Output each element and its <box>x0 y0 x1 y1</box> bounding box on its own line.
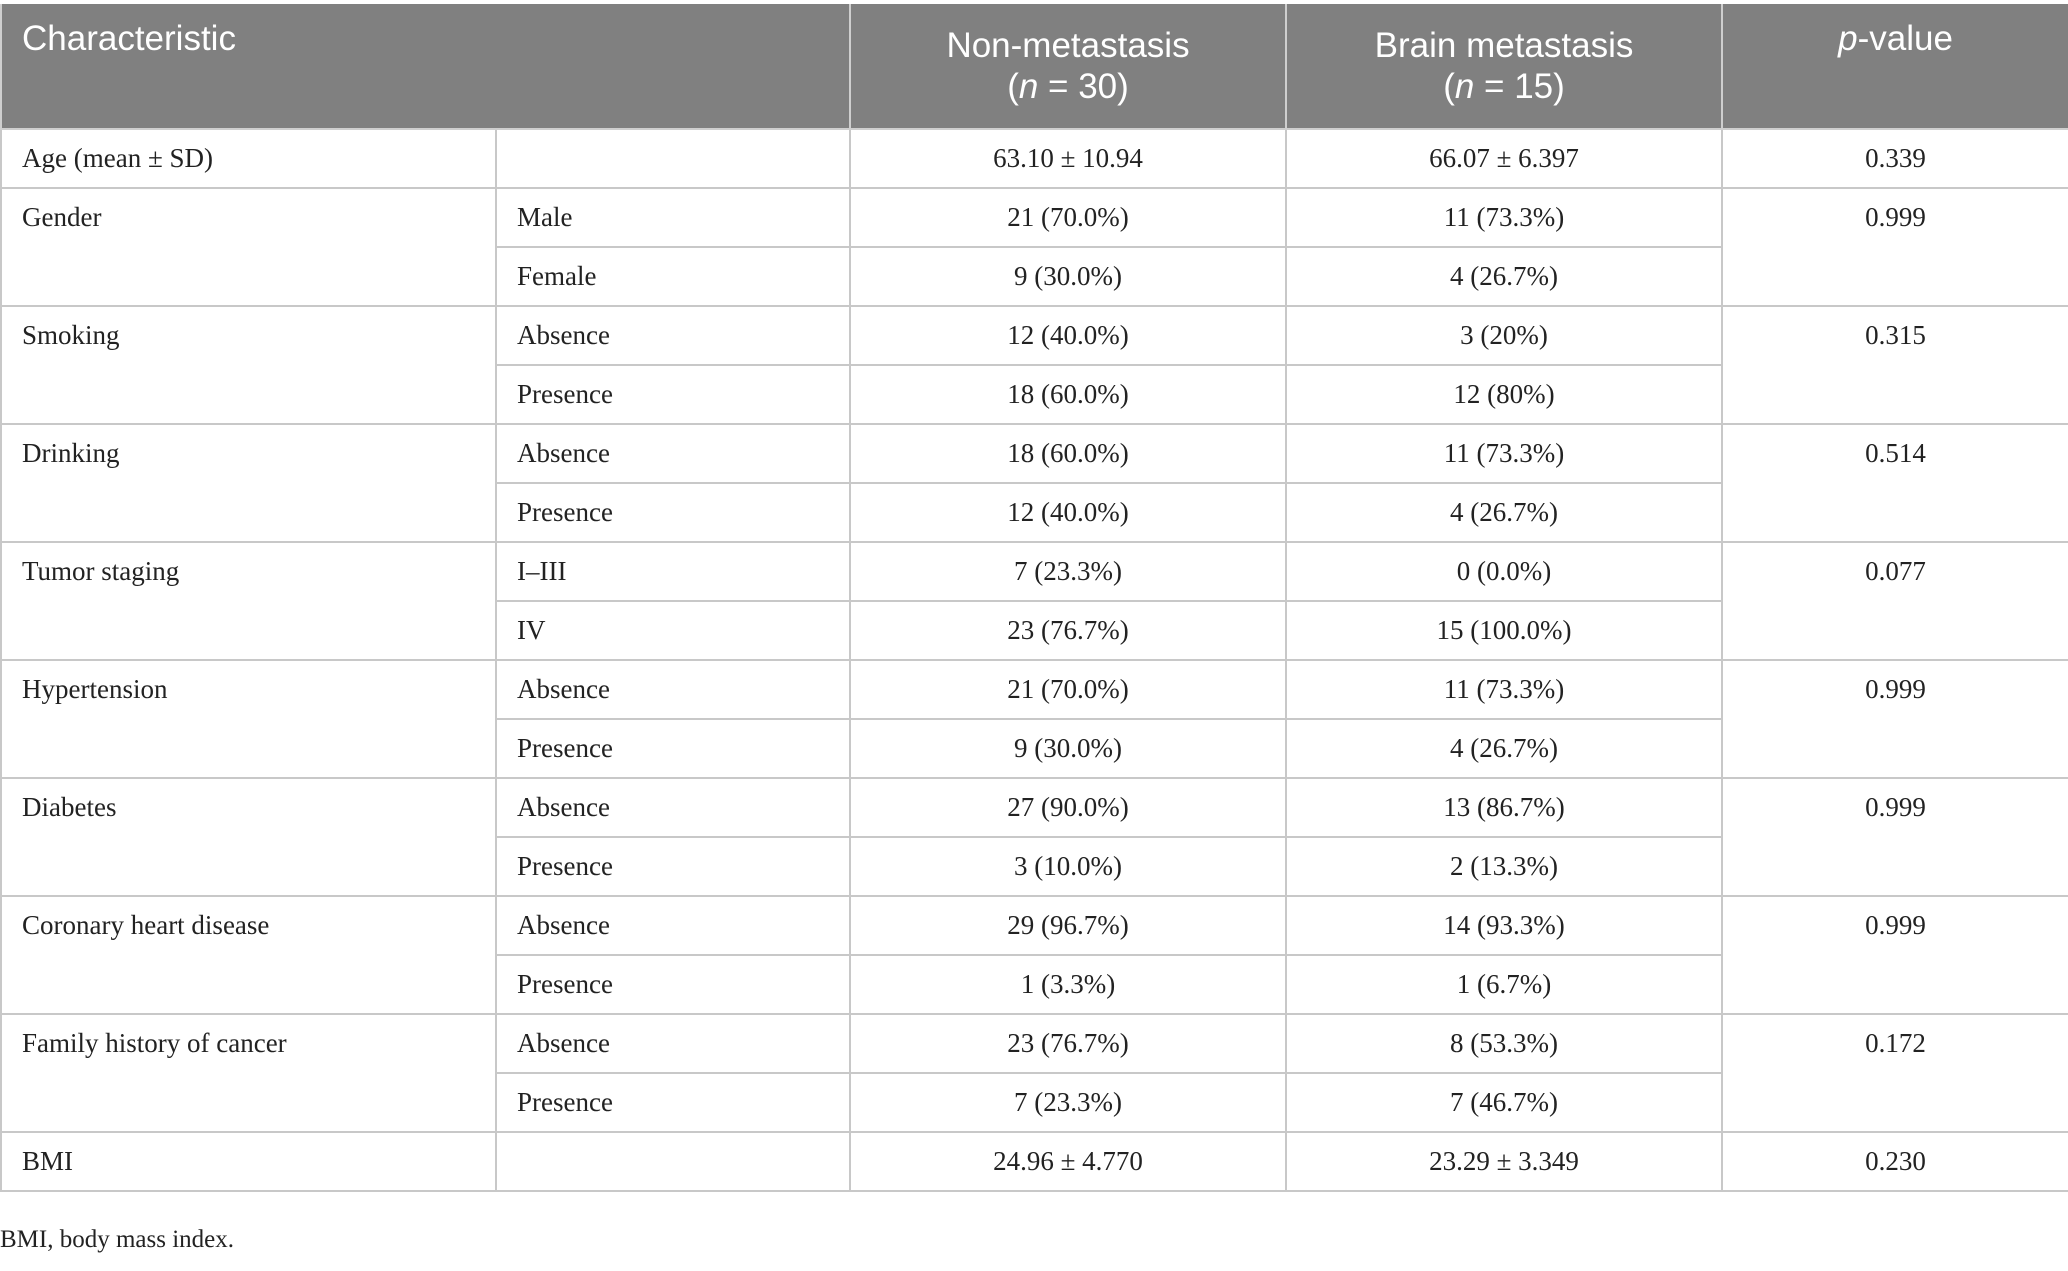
row-brain-metastasis: 11 (73.3%) <box>1286 660 1722 719</box>
row-brain-metastasis: 4 (26.7%) <box>1286 719 1722 778</box>
row-brain-metastasis: 2 (13.3%) <box>1286 837 1722 896</box>
row-p-value: 0.339 <box>1722 129 2068 188</box>
row-subcategory: I–III <box>496 542 850 601</box>
row-non-metastasis: 12 (40.0%) <box>850 483 1286 542</box>
row-brain-metastasis: 3 (20%) <box>1286 306 1722 365</box>
row-non-metastasis: 3 (10.0%) <box>850 837 1286 896</box>
row-subcategory: Absence <box>496 306 850 365</box>
table-footnote: BMI, body mass index. <box>0 1226 235 1253</box>
table-body <box>1 129 2068 1191</box>
row-subcategory: Female <box>496 247 850 306</box>
row-brain-metastasis: 11 (73.3%) <box>1286 188 1722 247</box>
row-characteristic: Diabetes <box>1 778 496 896</box>
row-non-metastasis: 24.96 ± 4.770 <box>850 1132 1286 1191</box>
table-row <box>1 424 2068 483</box>
row-non-metastasis: 9 (30.0%) <box>850 719 1286 778</box>
row-brain-metastasis: 8 (53.3%) <box>1286 1014 1722 1073</box>
row-non-metastasis: 18 (60.0%) <box>850 424 1286 483</box>
row-non-metastasis: 18 (60.0%) <box>850 365 1286 424</box>
row-brain-metastasis: 11 (73.3%) <box>1286 424 1722 483</box>
row-p-value: 0.514 <box>1722 424 2068 542</box>
row-characteristic: Tumor staging <box>1 542 496 660</box>
table-row <box>1 306 2068 365</box>
header-non-metastasis-label: Non-metastasis <box>946 26 1190 65</box>
table-row <box>1 542 2068 601</box>
row-brain-metastasis: 23.29 ± 3.349 <box>1286 1132 1722 1191</box>
row-subcategory: IV <box>496 601 850 660</box>
row-characteristic: Family history of cancer <box>1 1014 496 1132</box>
row-brain-metastasis: 13 (86.7%) <box>1286 778 1722 837</box>
row-characteristic: Age (mean ± SD) <box>1 129 496 188</box>
header-non-metastasis <box>850 4 1286 129</box>
row-non-metastasis: 1 (3.3%) <box>850 955 1286 1014</box>
row-p-value: 0.999 <box>1722 896 2068 1014</box>
row-brain-metastasis: 0 (0.0%) <box>1286 542 1722 601</box>
row-subcategory: Absence <box>496 778 850 837</box>
row-p-value: 0.230 <box>1722 1132 2068 1191</box>
row-non-metastasis: 63.10 ± 10.94 <box>850 129 1286 188</box>
table-row <box>1 1014 2068 1073</box>
header-row <box>1 4 2068 129</box>
characteristics-table <box>0 4 2068 1192</box>
row-characteristic: Hypertension <box>1 660 496 778</box>
table-row <box>1 188 2068 247</box>
row-non-metastasis: 27 (90.0%) <box>850 778 1286 837</box>
row-subcategory: Presence <box>496 365 850 424</box>
table-header <box>1 4 2068 129</box>
row-p-value: 0.077 <box>1722 542 2068 660</box>
row-brain-metastasis: 15 (100.0%) <box>1286 601 1722 660</box>
header-brain-metastasis-label: Brain metastasis <box>1374 26 1634 65</box>
header-non-metastasis-count: (n = 30) <box>1007 67 1129 106</box>
row-subcategory: Presence <box>496 1073 850 1132</box>
row-p-value: 0.999 <box>1722 660 2068 778</box>
table-row <box>1 129 2068 188</box>
row-brain-metastasis: 4 (26.7%) <box>1286 483 1722 542</box>
row-non-metastasis: 21 (70.0%) <box>850 188 1286 247</box>
row-non-metastasis: 12 (40.0%) <box>850 306 1286 365</box>
row-non-metastasis: 9 (30.0%) <box>850 247 1286 306</box>
row-non-metastasis: 7 (23.3%) <box>850 1073 1286 1132</box>
row-brain-metastasis: 7 (46.7%) <box>1286 1073 1722 1132</box>
row-subcategory: Presence <box>496 719 850 778</box>
row-subcategory: Male <box>496 188 850 247</box>
row-p-value: 0.172 <box>1722 1014 2068 1132</box>
row-brain-metastasis: 4 (26.7%) <box>1286 247 1722 306</box>
row-brain-metastasis: 66.07 ± 6.397 <box>1286 129 1722 188</box>
row-characteristic: Coronary heart disease <box>1 896 496 1014</box>
row-non-metastasis: 23 (76.7%) <box>850 601 1286 660</box>
row-brain-metastasis: 14 (93.3%) <box>1286 896 1722 955</box>
row-subcategory: Presence <box>496 837 850 896</box>
row-non-metastasis: 23 (76.7%) <box>850 1014 1286 1073</box>
row-characteristic: Gender <box>1 188 496 306</box>
header-p-value: p-value <box>1722 4 2068 129</box>
header-characteristic: Characteristic <box>1 4 850 129</box>
row-characteristic: Smoking <box>1 306 496 424</box>
header-brain-metastasis <box>1286 4 1722 129</box>
row-brain-metastasis: 1 (6.7%) <box>1286 955 1722 1014</box>
row-subcategory <box>496 129 850 188</box>
table-row <box>1 896 2068 955</box>
row-subcategory: Presence <box>496 955 850 1014</box>
row-subcategory <box>496 1132 850 1191</box>
row-subcategory: Absence <box>496 1014 850 1073</box>
row-subcategory: Absence <box>496 424 850 483</box>
row-non-metastasis: 7 (23.3%) <box>850 542 1286 601</box>
row-subcategory: Absence <box>496 660 850 719</box>
row-brain-metastasis: 12 (80%) <box>1286 365 1722 424</box>
row-characteristic: Drinking <box>1 424 496 542</box>
row-p-value: 0.315 <box>1722 306 2068 424</box>
table-row <box>1 660 2068 719</box>
table-row <box>1 1132 2068 1191</box>
row-characteristic: BMI <box>1 1132 496 1191</box>
row-non-metastasis: 21 (70.0%) <box>850 660 1286 719</box>
row-p-value: 0.999 <box>1722 188 2068 306</box>
row-subcategory: Absence <box>496 896 850 955</box>
row-non-metastasis: 29 (96.7%) <box>850 896 1286 955</box>
row-p-value: 0.999 <box>1722 778 2068 896</box>
row-subcategory: Presence <box>496 483 850 542</box>
table-row <box>1 778 2068 837</box>
header-brain-metastasis-count: (n = 15) <box>1443 67 1565 106</box>
